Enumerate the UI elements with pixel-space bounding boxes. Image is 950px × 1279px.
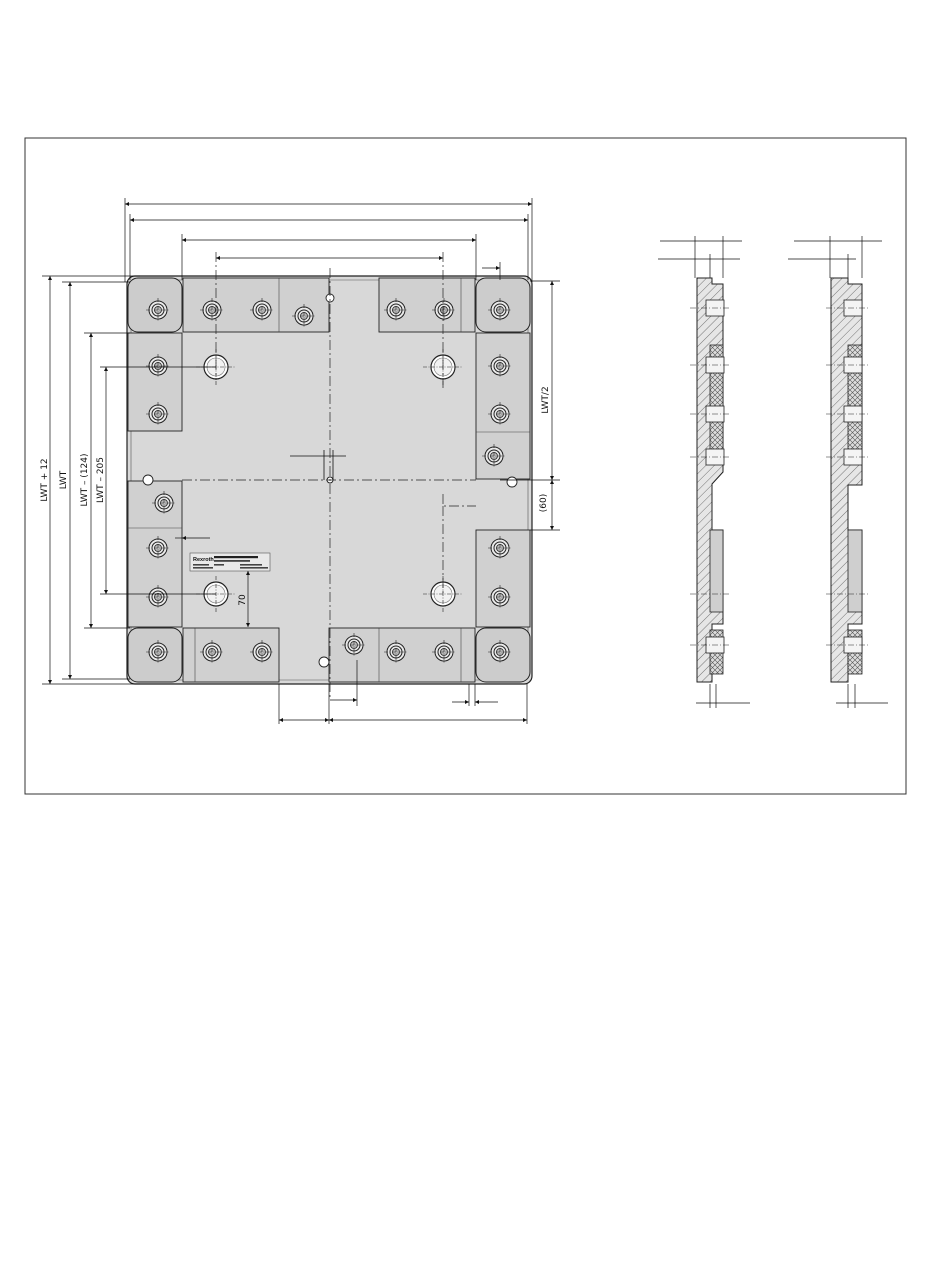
dim-lwt-half: LWT/2 bbox=[541, 386, 551, 414]
plan-view bbox=[127, 252, 532, 700]
dim-lwt-plus-12: LWT + 12 bbox=[40, 458, 50, 502]
label-brand: Rexroth bbox=[193, 557, 214, 563]
dim-lwt-minus-124: LWT – (124) bbox=[80, 453, 90, 507]
dim-lwt: LWT bbox=[59, 470, 69, 490]
rexroth-label-plate bbox=[190, 553, 270, 571]
section-view-1 bbox=[658, 236, 750, 708]
dim-seventy: 70 bbox=[238, 594, 248, 606]
dim-lwt-minus-205: LWT – 205 bbox=[96, 457, 106, 503]
section-view-2 bbox=[788, 236, 888, 708]
dim-sixty: (60) bbox=[539, 493, 549, 513]
